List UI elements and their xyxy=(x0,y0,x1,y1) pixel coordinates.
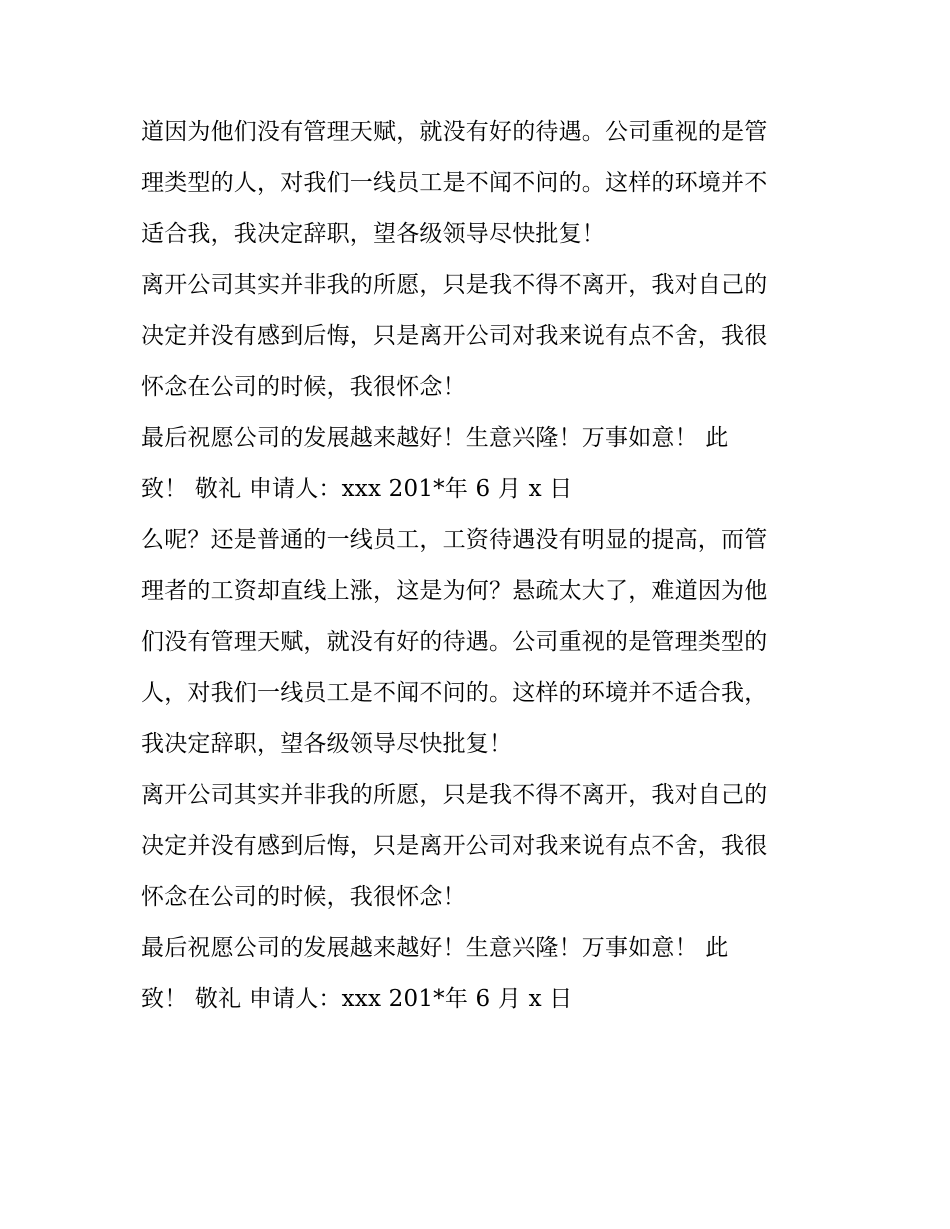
text-line: 道因为他们没有管理天赋，就没有好的待遇。公司重视的是管 xyxy=(141,119,768,145)
text-line: 理者的工资却直线上涨，这是为何？悬疏太大了，难道因为他 xyxy=(141,578,768,604)
text-line: 我决定辞职，望各级领导尽快批复！ xyxy=(141,731,513,757)
signature-line: 致！ 敬礼 申请人：xxx 201*年 6 月 x 日 xyxy=(141,986,573,1012)
text-line: 理类型的人，对我们一线员工是不闻不问的。这样的环境并不 xyxy=(141,170,768,196)
text-line: 适合我，我决定辞职，望各级领导尽快批复！ xyxy=(141,221,605,247)
text-line: 人，对我们一线员工是不闻不问的。这样的环境并不适合我， xyxy=(141,680,768,706)
document-body xyxy=(141,107,821,1025)
text-line: 决定并没有感到后悔，只是离开公司对我来说有点不舍，我很 xyxy=(141,833,768,859)
text-line: 离开公司其实并非我的所愿，只是我不得不离开，我对自己的 xyxy=(141,782,768,808)
text-line: 怀念在公司的时候，我很怀念！ xyxy=(141,884,466,910)
text-line: 么呢？还是普通的一线员工，工资待遇没有明显的提高，而管 xyxy=(141,527,768,553)
text-line: 最后祝愿公司的发展越来越好！生意兴隆！万事如意！ 此 xyxy=(141,935,729,961)
text-line: 们没有管理天赋，就没有好的待遇。公司重视的是管理类型的 xyxy=(141,629,768,655)
signature-line: 致！ 敬礼 申请人：xxx 201*年 6 月 x 日 xyxy=(141,476,573,502)
text-line: 最后祝愿公司的发展越来越好！生意兴隆！万事如意！ 此 xyxy=(141,425,729,451)
text-line: 离开公司其实并非我的所愿，只是我不得不离开，我对自己的 xyxy=(141,272,768,298)
text-line: 决定并没有感到后悔，只是离开公司对我来说有点不舍，我很 xyxy=(141,323,768,349)
text-line: 怀念在公司的时候，我很怀念！ xyxy=(141,374,466,400)
